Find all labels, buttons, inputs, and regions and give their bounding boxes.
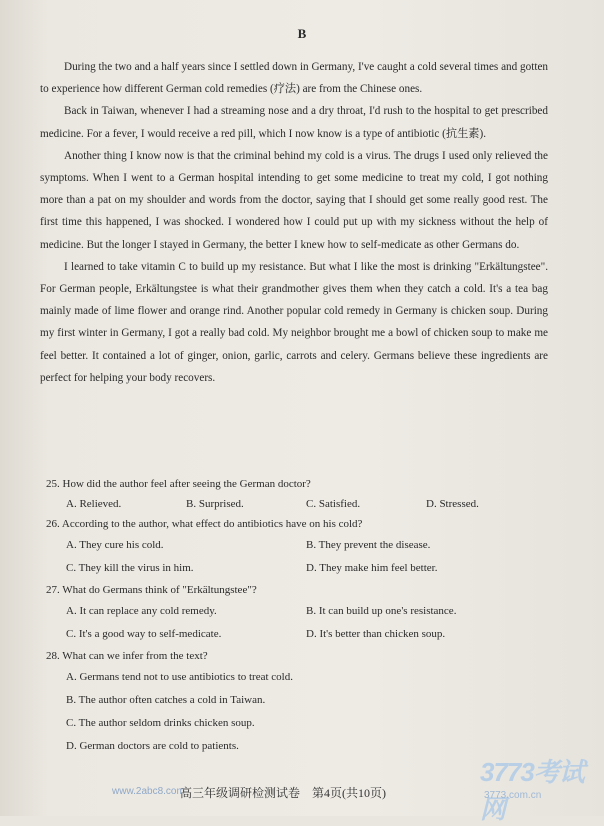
option-c: C. It's a good way to self-medicate.: [66, 628, 222, 640]
option-b: B. Surprised.: [186, 498, 244, 510]
section-title: B: [297, 26, 307, 41]
option-d: D. It's better than chicken soup.: [306, 628, 446, 640]
option-a: A. Relieved.: [66, 498, 122, 510]
watermark-url: www.2abc8.com: [112, 786, 185, 797]
question-stem: 28. What can we infer from the text?: [46, 650, 208, 662]
option-c: C. Satisfied.: [306, 498, 361, 510]
reading-passage: [40, 56, 548, 389]
options: [66, 666, 546, 758]
page-number: 高三年级调研检测试卷 第4页(共10页): [180, 786, 386, 800]
options: [66, 494, 546, 514]
question-stem: 27. What do Germans think of "Erkältungstee"?: [46, 584, 257, 596]
options: [66, 600, 546, 646]
option-b: B. They prevent the disease.: [306, 539, 431, 551]
options: [66, 534, 546, 580]
question-stem: 26. According to the author, what effect do antibiotics have on his cold?: [46, 518, 363, 530]
option-b: B. The author often catches a cold in Taiwan.: [66, 694, 266, 706]
question-stem: 25. How did the author feel after seeing the German doctor?: [46, 478, 311, 490]
option-d: D. German doctors are cold to patients.: [66, 740, 239, 752]
passage-paragraph: During the two and a half years since I settled down in Germany, I've caught a cold several times and gotten to experience how different German cold remedies (疗法) are from the Chinese ones.: [40, 61, 548, 96]
option-d: D. Stressed.: [426, 498, 479, 510]
question-28: [46, 646, 546, 758]
question-25: [46, 474, 546, 514]
option-c: C. The author seldom drinks chicken soup.: [66, 717, 255, 729]
option-d: D. They make him feel better.: [306, 562, 438, 574]
logo-url: 3773.com.cn: [484, 790, 542, 801]
option-a: A. Germans tend not to use antibiotics to treat cold.: [66, 671, 293, 683]
question-27: [46, 580, 546, 646]
passage-paragraph: I learned to take vitamin C to build up my resistance. But what I like the most is drinking "Erkältungstee". For German people, Erkältungstee is what their grandmother gives them when they catch a cold. It's a tea bag mainly made of lime flower and orange rind. Another popular cold remedy in Germany is chicken soup. During my first winter in Germany, I got a really bad cold. My neighbor brought me a bowl of chicken soup to make me feel better. It contained a lot of ginger, onion, garlic, carrots and celery. Germans believe these ingredients are perfect for helping your body recovers.: [40, 260, 548, 384]
option-c: C. They kill the virus in him.: [66, 562, 194, 574]
option-b: B. It can build up one's resistance.: [306, 605, 457, 617]
passage-paragraph: Back in Taiwan, whenever I had a streaming nose and a dry throat, I'd rush to the hospital to get prescribed medicine. For a fever, I would receive a red pill, which I now know is a type of antibiotic (抗生素).: [40, 105, 548, 140]
question-26: [46, 514, 546, 580]
option-a: A. It can replace any cold remedy.: [66, 605, 217, 617]
option-a: A. They cure his cold.: [66, 539, 164, 551]
passage-paragraph: Another thing I know now is that the criminal behind my cold is a virus. The drugs I used only relieved the symptoms. When I went to a German hospital intending to get some medicine to treat my cold, I got nothing more than a pat on my shoulder and words from the doctor, saying that I should get some really good rest. The first time this happened, I was shocked. I wondered how I could put up with my sickness without the help of medicine. But the longer I stayed in Germany, the better I knew how to self-medicate as other Germans do.: [40, 149, 548, 251]
question-list: [46, 474, 546, 758]
logo-text: 3773考试网: [480, 757, 584, 824]
